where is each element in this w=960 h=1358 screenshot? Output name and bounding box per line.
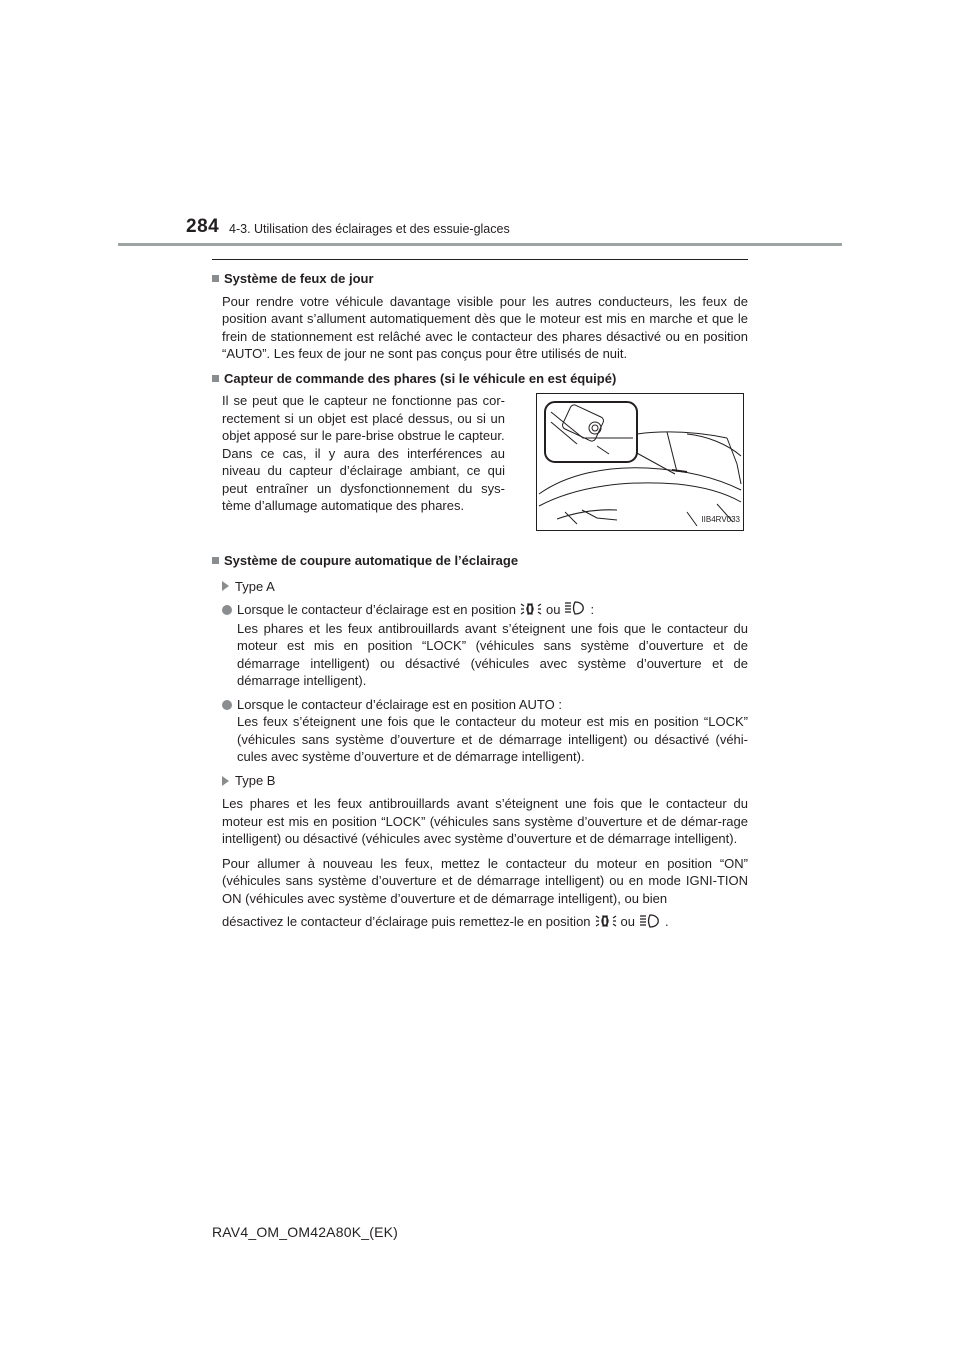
- headlight-icon: [639, 914, 661, 933]
- bullet-item: [222, 601, 748, 690]
- triangle-marker-icon: [222, 776, 229, 786]
- bullet-dot-icon: [222, 700, 232, 710]
- image-code: IIB4RV033: [701, 514, 740, 524]
- relight-end: désactivez le contacteur d’éclairage puis remettez-le en position ou .: [222, 913, 748, 932]
- header-rule: [118, 243, 842, 246]
- auto-off-heading: [212, 552, 748, 570]
- heading-square-icon: [212, 375, 219, 382]
- bullet-text: [237, 601, 748, 690]
- section-title: 4-3. Utilisation des éclairages et des essuie-glaces: [229, 222, 510, 236]
- footer-code: RAV4_OM_OM42A80K_(EK): [212, 1224, 399, 1240]
- drl-heading: [212, 270, 748, 288]
- sensor-heading: [212, 370, 748, 388]
- heading-square-icon: [212, 557, 219, 564]
- drl-heading-text: Système de feux de jour: [224, 271, 374, 286]
- sensor-body-2: Dans ce cas, il y aura des interférences au niveau du capteur d’éclairage ambiant, ce qui peut entraîner un dysfonctionnement du sys-tème d’allumage automatique des phares.: [222, 445, 505, 513]
- bullet-text: [237, 696, 748, 766]
- bullet-dot-icon: [222, 605, 232, 615]
- headlight-icon: [564, 601, 586, 620]
- type-b-body: Les phares et les feux antibrouillards avant s’éteignent une fois que le contacteur du moteur est mis en position “LOCK” (véhicules sans système d’ouverture et de démar-rage intelligent) ou désactivé (véhicules avec système d’ouverture et de démarrage intelligent).: [222, 796, 748, 847]
- page-content: [212, 270, 748, 932]
- type-b-text: Type B: [235, 772, 276, 788]
- content-top-rule: [212, 259, 748, 260]
- type-a-text: Type A: [235, 578, 275, 594]
- triangle-marker-icon: [222, 581, 229, 591]
- sensor-block: [222, 392, 748, 552]
- type-a-label: [222, 578, 748, 596]
- sensor-illustration: [536, 393, 744, 531]
- type-b-label: [222, 772, 748, 790]
- page-number: 284: [186, 216, 220, 237]
- sensor-text: [222, 392, 505, 515]
- tail-light-icon: [595, 914, 617, 932]
- auto-off-heading-text: Système de coupure automatique de l’éclairage: [224, 553, 519, 568]
- bullet1-body: Les phares et les feux antibrouillards avant s’éteignent une fois que le contacteur du moteur est mis en position “LOCK” (véhicules sans système d’ouverture et de démarrage intelligent) ou désactivé (véhicules avec système d’ouverture et de démarrage intelligent).: [237, 620, 748, 689]
- bullet-item: [222, 696, 748, 766]
- heading-square-icon: [212, 275, 219, 282]
- bullet2-intro: Lorsque le contacteur d’éclairage est en position AUTO :: [237, 696, 562, 712]
- relight-body: Pour allumer à nouveau les feux, mettez le contacteur du moteur en position “ON” (véhicules sans système d’ouverture et de démarrage intelligent) ou en mode IGNI-TION ON (véhicules avec système d’ouverture et de démarrage intelligent), ou bien: [222, 855, 748, 906]
- bullet2-body: Les feux s’éteignent une fois que le contacteur du moteur est mis en position “LOCK” (véhicules sans système d’ouverture et de démarrage intelligent) ou désactivé (véhi-cules avec système d’ouverture et de démarrage intelligent).: [237, 714, 748, 765]
- sensor-heading-text: Capteur de commande des phares (si le véhicule en est équipé): [224, 370, 617, 386]
- sensor-body-1: Il se peut que le capteur ne fonctionne pas cor-rectement si un objet est placé dessus, ou si un objet apposé sur le pare-brise obstrue le capteur.: [222, 393, 505, 443]
- bullet1-intro: Lorsque le contacteur d’éclairage est en position ou :: [237, 601, 748, 620]
- tail-light-icon: [520, 602, 542, 620]
- drl-body: Pour rendre votre véhicule davantage visible pour les autres conducteurs, les feux de position avant s’allument automatiquement dès que le moteur est mis en marche et que le frein de stationnement est relâché avec le contacteur des phares désactivé ou en position “AUTO”. Les feux de jour ne sont pas conçus pour être utilisés de nuit.: [222, 293, 748, 361]
